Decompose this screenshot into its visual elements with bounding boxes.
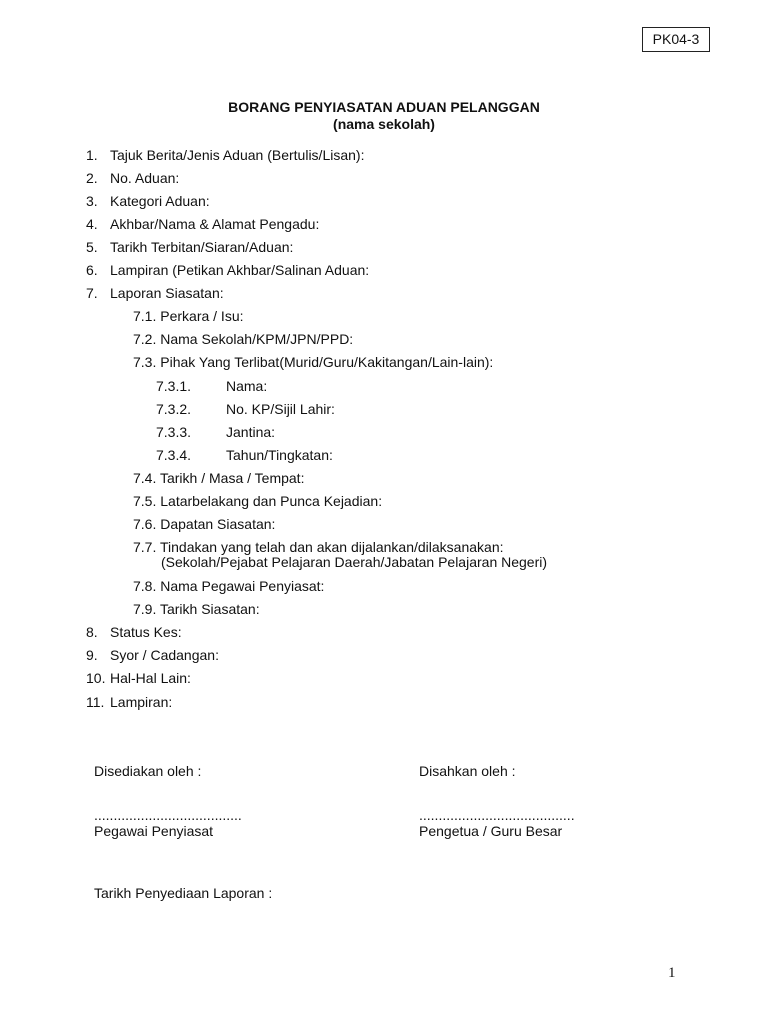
investigator-role: Pegawai Penyiasat — [94, 823, 214, 839]
sub-item-7-1: 7.1. Perkara / Isu: — [133, 308, 244, 324]
item-text: Status Kes: — [110, 624, 182, 640]
item-text: Lampiran: — [110, 694, 173, 710]
sub-item-7-2: 7.2. Nama Sekolah/KPM/JPN/PPD: — [133, 331, 354, 347]
page-number: 1 — [668, 965, 676, 981]
item-text: Syor / Cadangan: — [110, 647, 219, 663]
sub-sub-number: 7.3.3. — [156, 424, 192, 440]
sub-item-7-4: 7.4. Tarikh / Masa / Tempat: — [133, 470, 305, 486]
signature-line: ...................................... — [94, 807, 242, 823]
sub-item-7-6: 7.6. Dapatan Siasatan: — [133, 516, 276, 532]
item-number: 1. — [86, 147, 98, 163]
sub-item-7-7-note: (Sekolah/Pejabat Pelajaran Daerah/Jabatan Pelajaran Negeri) — [161, 554, 548, 570]
sub-sub-text: No. KP/Sijil Lahir: — [226, 401, 335, 417]
signature-line: ........................................ — [419, 807, 575, 823]
item-number: 7. — [86, 285, 98, 301]
principal-role: Pengetua / Guru Besar — [419, 823, 563, 839]
sub-item-7-9: 7.9. Tarikh Siasatan: — [133, 601, 260, 617]
item-text: Kategori Aduan: — [110, 193, 210, 209]
item-text: Hal-Hal Lain: — [110, 670, 191, 686]
item-number: 10. — [86, 670, 106, 686]
item-number: 9. — [86, 647, 98, 663]
item-text: Lampiran (Petikan Akhbar/Salinan Aduan: — [110, 262, 370, 278]
form-code-box: PK04-3 — [642, 27, 710, 52]
sub-sub-text: Jantina: — [226, 424, 276, 440]
sub-sub-number: 7.3.2. — [156, 401, 192, 417]
report-date-label: Tarikh Penyediaan Laporan : — [94, 885, 273, 901]
sub-sub-number: 7.3.1. — [156, 378, 192, 394]
item-number: 3. — [86, 193, 98, 209]
item-text: Laporan Siasatan: — [110, 285, 224, 301]
item-number: 8. — [86, 624, 98, 640]
sub-sub-text: Tahun/Tingkatan: — [226, 447, 333, 463]
item-text: Akhbar/Nama & Alamat Pengadu: — [110, 216, 320, 232]
item-text: Tarikh Terbitan/Siaran/Aduan: — [110, 239, 294, 255]
approved-by-label: Disahkan oleh : — [419, 763, 516, 779]
sub-sub-number: 7.3.4. — [156, 447, 192, 463]
sub-item-7-5: 7.5. Latarbelakang dan Punca Kejadian: — [133, 493, 383, 509]
sub-item-7-7: 7.7. Tindakan yang telah dan akan dijalankan/dilaksanakan: — [133, 539, 504, 555]
sub-item-7-3: 7.3. Pihak Yang Terlibat(Murid/Guru/Kakitangan/Lain-lain): — [133, 354, 494, 370]
item-text: Tajuk Berita/Jenis Aduan (Bertulis/Lisan): — [110, 147, 365, 163]
item-text: No. Aduan: — [110, 170, 180, 186]
item-number: 2. — [86, 170, 98, 186]
form-subtitle: (nama sekolah) — [333, 116, 435, 132]
item-number: 4. — [86, 216, 98, 232]
item-number: 5. — [86, 239, 98, 255]
item-number: 6. — [86, 262, 98, 278]
form-title: BORANG PENYIASATAN ADUAN PELANGGAN — [228, 99, 540, 115]
sub-sub-text: Nama: — [226, 378, 268, 394]
item-number: 11. — [86, 694, 105, 710]
sub-item-7-8: 7.8. Nama Pegawai Penyiasat: — [133, 578, 325, 594]
prepared-by-label: Disediakan oleh : — [94, 763, 202, 779]
